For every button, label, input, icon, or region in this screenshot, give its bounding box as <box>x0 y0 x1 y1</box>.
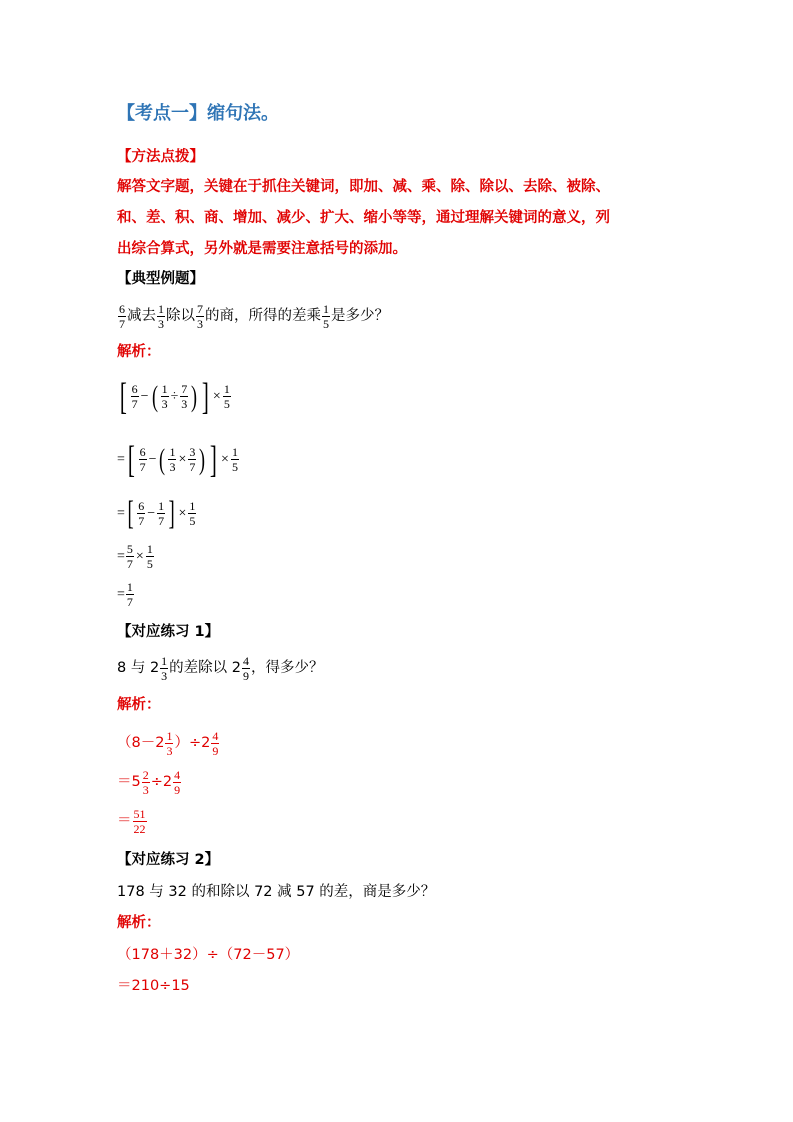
practice1-step-3: ＝ $\frac{51}{22}$ <box>117 806 146 836</box>
practice1-analysis-label: 解析： <box>117 697 161 713</box>
example-question: $\frac{6}{7}$ 减去 $\frac{1}{3}$ 除以 $\frac{7}{3}$ 的商，所得的差乘 $\frac{1}{5}$ 是多少？ <box>119 301 389 331</box>
fraction: $\frac{6}{7}$ <box>139 445 146 475</box>
fraction: $\frac{2}{3}$ <box>142 767 149 797</box>
practice2-question: 178 与 32 的和除以 72 减 57 的差，商是多少？ <box>117 884 436 900</box>
fraction: $\frac{1}{3}$ <box>161 653 168 683</box>
fraction: $\frac{4}{9}$ <box>174 767 181 797</box>
fraction: $\frac{1}{7}$ <box>158 499 165 529</box>
fraction: $\frac{3}{7}$ <box>189 445 196 475</box>
fraction: $\frac{1}{7}$ <box>126 580 133 610</box>
fraction: $\frac{4}{9}$ <box>243 653 250 683</box>
practice1-question: 8 与 2 $\frac{1}{3}$ 的差除以 2 $\frac{4}{9}$ ，得多少？ <box>117 653 324 683</box>
method-line-2: 和、差、积、商、增加、减少、扩大、缩小等等，通过理解关键词的意义，列 <box>117 210 610 226</box>
example-step-1: [ $\frac{6}{7}$ − ( $\frac{1}{3}$ ÷ $\frac{7}{3}$ ) ] × $\frac{1}{5}$ <box>119 375 230 418</box>
fraction: $\frac{1}{3}$ <box>158 301 164 331</box>
fraction: $\frac{4}{9}$ <box>212 728 219 758</box>
practice2-step-1: （178＋32）÷（72－57） <box>117 947 300 963</box>
fraction: $\frac{6}{7}$ <box>119 301 125 331</box>
fraction: $\frac{7}{3}$ <box>197 301 203 331</box>
fraction: $\frac{1}{3}$ <box>166 728 173 758</box>
practice1-title: 【对应练习 1】 <box>117 624 220 640</box>
example-title: 【典型例题】 <box>117 271 204 287</box>
example-step-3: =[ $\frac{6}{7}$ − $\frac{1}{7}$ ] × $\frac{1}{5}$ <box>117 494 196 532</box>
fraction: $\frac{1}{5}$ <box>231 445 238 475</box>
section-heading: 【考点一】缩句法。 <box>117 103 279 124</box>
fraction: $\frac{6}{7}$ <box>138 499 145 529</box>
fraction: $\frac{1}{5}$ <box>146 542 153 572</box>
fraction: $\frac{1}{5}$ <box>223 382 230 412</box>
practice2-title: 【对应练习 2】 <box>117 852 220 868</box>
method-line-1: 解答文字题，关键在于抓住关键词，即加、减、乘、除、除以、去除、被除、 <box>117 179 610 195</box>
fraction: $\frac{1}{3}$ <box>161 382 168 412</box>
practice1-step-1: （8－2 $\frac{1}{3}$ ）÷2 $\frac{4}{9}$ <box>117 728 219 758</box>
fraction: $\frac{1}{5}$ <box>189 499 196 529</box>
method-title: 【方法点拨】 <box>117 149 204 165</box>
example-step-5: = $\frac{1}{7}$ <box>117 580 133 610</box>
fraction: $\frac{7}{3}$ <box>181 382 188 412</box>
example-step-4: = $\frac{5}{7}$ × $\frac{1}{5}$ <box>117 542 153 572</box>
fraction: $\frac{6}{7}$ <box>131 382 138 412</box>
fraction: $\frac{1}{3}$ <box>169 445 176 475</box>
method-line-3: 出综合算式，另外就是需要注意括号的添加。 <box>117 241 407 257</box>
practice2-analysis-label: 解析： <box>117 915 161 931</box>
practice1-step-2: ＝5 $\frac{2}{3}$ ÷2 $\frac{4}{9}$ <box>117 767 181 797</box>
fraction: $\frac{51}{22}$ <box>133 806 146 836</box>
fraction: $\frac{1}{5}$ <box>323 301 329 331</box>
example-analysis-label: 解析： <box>117 344 161 360</box>
fraction: $\frac{5}{7}$ <box>126 542 133 572</box>
example-step-2: =[ $\frac{6}{7}$ − ( $\frac{1}{3}$ × $\frac{3}{7}$ ) ] × $\frac{1}{5}$ <box>117 438 238 481</box>
practice2-step-2: ＝210÷15 <box>117 978 190 994</box>
